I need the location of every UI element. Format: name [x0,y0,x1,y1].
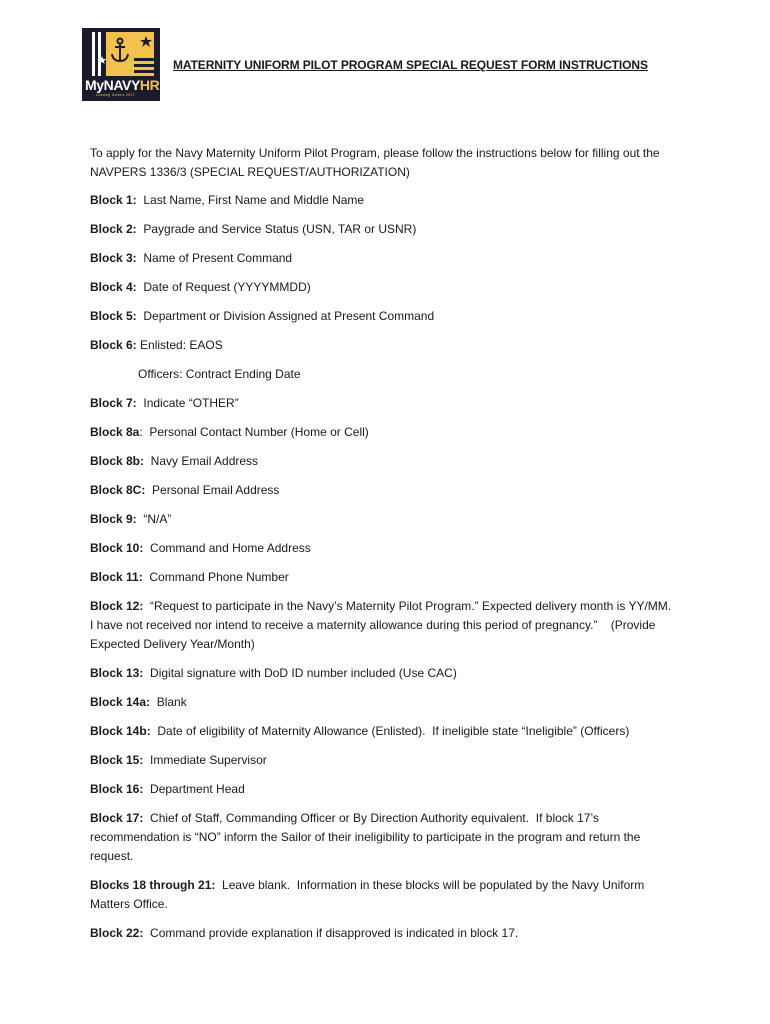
block-item [90,394,680,413]
block-text: Command provide explanation if disapproved is indicated in block 17. [143,926,519,940]
block-item [90,365,680,384]
block-text: Enlisted: EAOS [136,338,223,352]
block-label: Block 9: [90,512,137,526]
block-item [90,664,680,683]
block-text: Last Name, First Name and Middle Name [136,193,365,207]
block-text: Command and Home Address [143,541,311,555]
block-item [90,481,680,500]
instructions-body [90,144,680,953]
intro-paragraph: To apply for the Navy Maternity Uniform Pilot Program, please follow the instructions below for filling out the NAVPERS 1336/3 (SPECIAL REQUEST/AUTHORIZATION) [90,146,660,179]
block-text: Immediate Supervisor [143,753,267,767]
block-item [90,780,680,799]
mynavyhr-logo [82,28,160,101]
block-item [90,191,680,210]
block-text: Indicate “OTHER” [136,396,239,410]
block-text: Name of Present Command [136,251,293,265]
block-item [90,597,680,654]
block-text: Date of eligibility of Maternity Allowance (Enlisted). If ineligible state “Ineligible” (Officers) [150,724,630,738]
block-text: Officers: Contract Ending Date [138,367,301,381]
block-text: Navy Email Address [144,454,259,468]
block-label: Block 1: [90,193,137,207]
block-text: Department or Division Assigned at Present Command [136,309,435,323]
block-text: : Personal Contact Number (Home or Cell) [139,425,369,439]
block-list [90,191,680,943]
block-item [90,249,680,268]
block-label: Block 17: [90,811,144,825]
block-label: Block 7: [90,396,137,410]
block-label: Block 4: [90,280,137,294]
block-item [90,510,680,529]
block-text: “Request to participate in the Navy’s Maternity Pilot Program.” Expected delivery month is YY/MM. I have not received nor intend to receive a maternity allowance during this period of pregnancy.” (Provide Expected Delivery Year/Month) [90,599,678,651]
block-label: Block 12: [90,599,144,613]
block-item [90,452,680,471]
block-text: Chief of Staff, Commanding Officer or By Direction Authority equivalent. If block 17’s recommendation is “NO” inform the Sailor of their ineligibility to participate in the program and return the request. [90,811,644,863]
logo-tagline: Leading Sailors 2017 [96,93,135,97]
block-item [90,539,680,558]
block-item [90,809,680,866]
block-label: Block 8C: [90,483,146,497]
logo-wordmark: MyNAVYHR [85,77,160,93]
block-label: Block 5: [90,309,137,323]
block-label: Block 15: [90,753,144,767]
page-title: MATERNITY UNIFORM PILOT PROGRAM SPECIAL REQUEST FORM INSTRUCTIONS [173,58,648,72]
block-text: Command Phone Number [142,570,289,584]
block-item [90,722,680,741]
block-text: Digital signature with DoD ID number included (Use CAC) [143,666,457,680]
block-item [90,278,680,297]
block-text: “N/A” [136,512,172,526]
block-item [90,693,680,712]
block-item [90,220,680,239]
block-item [90,423,680,442]
block-text: Paygrade and Service Status (USN, TAR or USNR) [136,222,417,236]
block-item [90,751,680,770]
block-label: Block 8b: [90,454,145,468]
block-label: Block 2: [90,222,137,236]
block-item [90,924,680,943]
block-text: Leave blank. Information in these blocks will be populated by the Navy Uniform Matters Office. [90,878,648,911]
block-label: Block 14b: [90,724,151,738]
block-label: Block 14a: [90,695,151,709]
block-label: Block 11: [90,570,143,584]
block-text: Date of Request (YYYYMMDD) [136,280,311,294]
block-label: Block 13: [90,666,144,680]
block-label: Block 10: [90,541,144,555]
block-item [90,307,680,326]
block-text: Blank [150,695,187,709]
block-text: Personal Email Address [145,483,280,497]
block-item [90,336,680,355]
block-label: Block 16: [90,782,144,796]
block-label: Blocks 18 through 21: [90,878,216,892]
block-label: Block 8a [90,425,140,439]
block-label: Block 22: [90,926,144,940]
block-label: Block 3: [90,251,137,265]
block-label: Block 6: [90,338,137,352]
block-text: Department Head [143,782,245,796]
block-item [90,876,680,914]
block-item [90,568,680,587]
